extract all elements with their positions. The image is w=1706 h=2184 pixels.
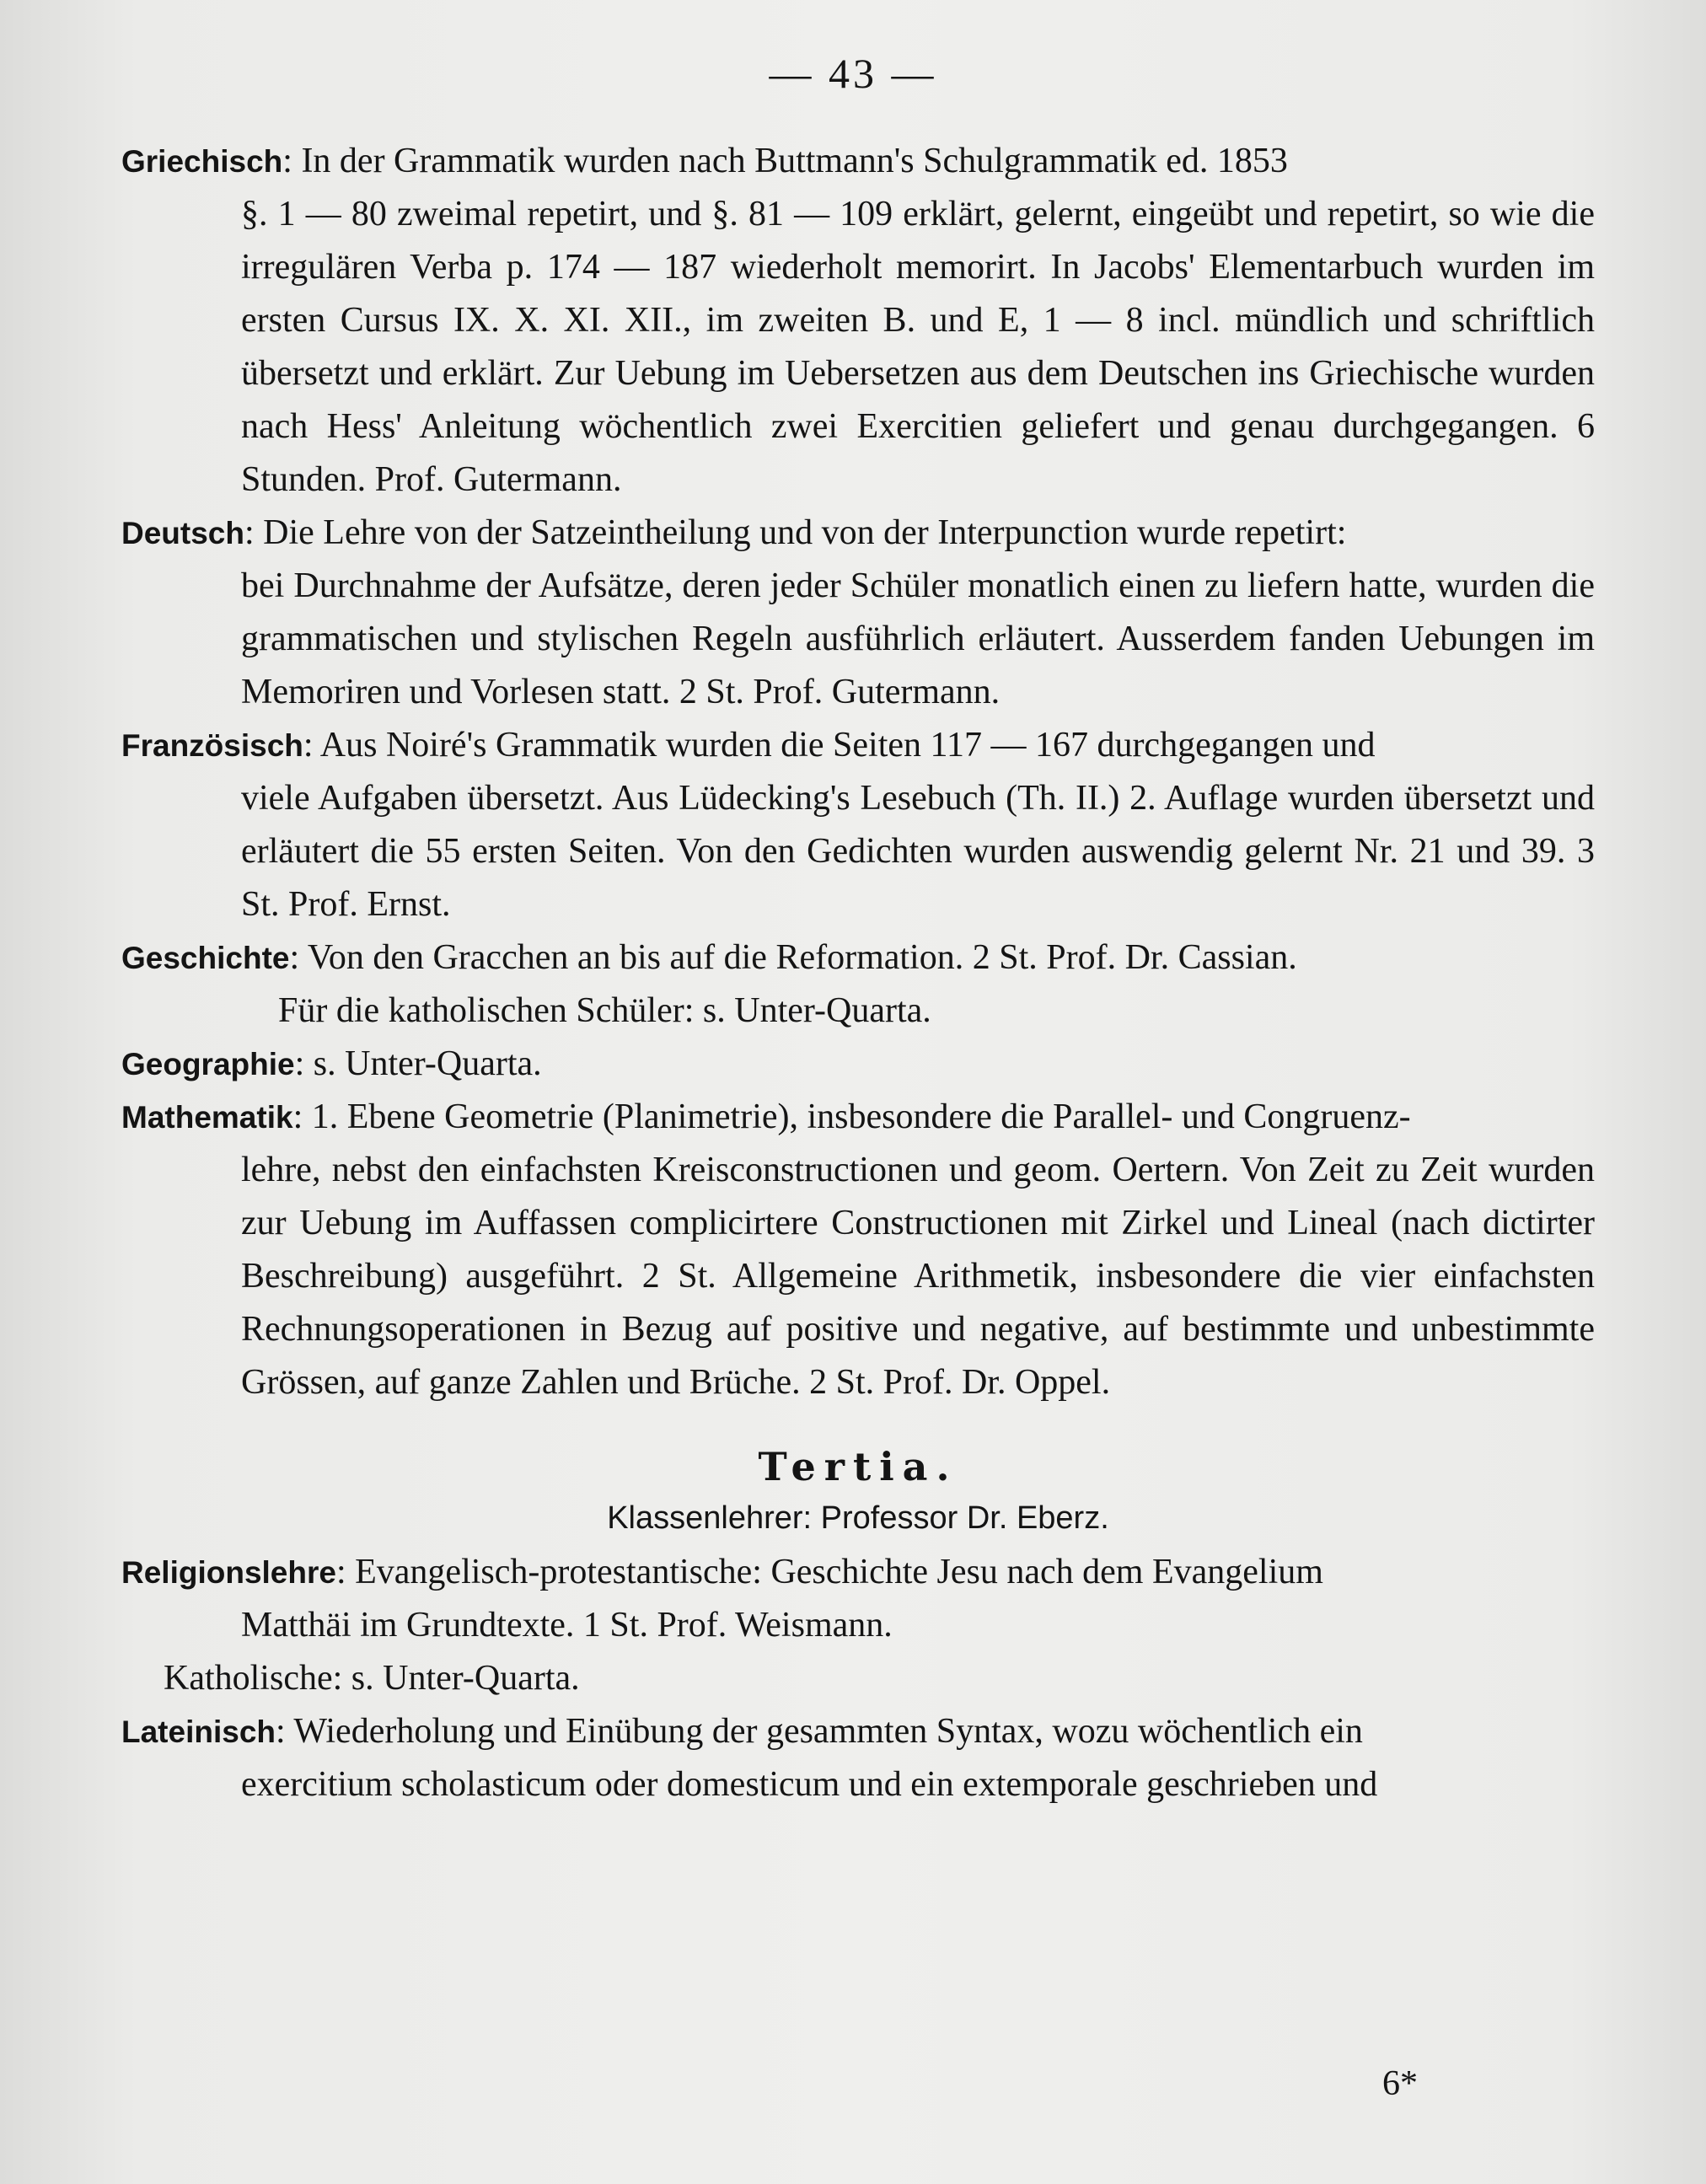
section-subtitle: Klassenlehrer: Professor Dr. Eberz. xyxy=(607,1500,1109,1536)
entry-franzoesisch: Französisch: Aus Noiré's Grammatik wurden die Seiten 117 — 167 durchgegangen und viele Aufgaben übersetzt. Aus Lüdecking's Lesebuch (Th. II.) 2. Auflage wurden übersetzt und erläutert die 55 ersten Seiten. Von den Gedichten wurden auswendig gelernt Nr. 21 und 39. 3 St. Prof. Ernst. xyxy=(121,719,1595,931)
entry-text: Wiederholung und Einübung der gesammten Syntax, wozu wöchentlich ein xyxy=(293,1712,1363,1751)
entry-text: Von den Gracchen an bis auf die Reformation. 2 St. Prof. Dr. Cassian. xyxy=(307,938,1297,977)
entry-subnote: Katholische: s. Unter-Quarta. xyxy=(164,1659,580,1698)
page-number: — 43 — xyxy=(769,50,937,97)
subject-label: Mathematik xyxy=(121,1100,293,1135)
subject-label: Geschichte xyxy=(121,941,290,975)
entry-text-continued: exercitium scholasticum oder domesticum und ein extemporale geschrieben und xyxy=(241,1765,1378,1804)
entry-religionslehre: Religionslehre: Evangelisch-protestantische: Geschichte Jesu nach dem Evangelium Matthäi im Grundtexte. 1 St. Prof. Weismann. Katholische: s. Unter-Quarta. xyxy=(121,1546,1595,1705)
entry-text-continued: Matthäi im Grundtexte. 1 St. Prof. Weismann. xyxy=(241,1606,893,1645)
entry-text: In der Grammatik wurden nach Buttmann's Schulgrammatik ed. 1853 xyxy=(301,142,1288,180)
entry-text-continued: bei Durchnahme der Aufsätze, deren jeder Schüler monatlich einen zu liefern hatte, wurden die grammatischen und stylischen Regeln ausführlich erläutert. Ausserdem fanden Uebungen im Memoriren und Vorlesen statt. 2 St. Prof. Gutermann. xyxy=(241,566,1595,711)
entry-text: s. Unter-Quarta. xyxy=(313,1044,542,1083)
subject-label: Griechisch xyxy=(121,144,283,179)
page-content xyxy=(121,135,1595,1811)
entry-griechisch: Griechisch: In der Grammatik wurden nach Buttmann's Schulgrammatik ed. 1853 §. 1 — 80 zweimal repetirt, und §. 81 — 109 erklärt, gelernt, eingeübt und repetirt, so wie die irregulären Verba p. 174 — 187 wiederholt memorirt. In Jacobs' Elementarbuch wurden im ersten Cursus IX. X. XI. XII., im zweiten B. und E, 1 — 8 incl. mündlich und schriftlich übersetzt und erklärt. Zur Uebung im Uebersetzen aus dem Deutschen ins Griechische wurden nach Hess' Anleitung wöchentlich zwei Exercitien geliefert und genau durchgegangen. 6 Stunden. Prof. Gutermann. xyxy=(121,135,1595,507)
entry-lateinisch: Lateinisch: Wiederholung und Einübung der gesammten Syntax, wozu wöchentlich ein exercitium scholasticum oder domesticum und ein extemporale geschrieben und xyxy=(121,1705,1595,1811)
entry-geographie: Geographie: s. Unter-Quarta. xyxy=(121,1044,542,1083)
entry-text-continued: viele Aufgaben übersetzt. Aus Lüdecking's Lesebuch (Th. II.) 2. Auflage wurden übersetzt und erläutert die 55 ersten Seiten. Von den Gedichten wurden auswendig gelernt Nr. 21 und 39. 3 St. Prof. Ernst. xyxy=(241,779,1595,924)
entry-text-continued: lehre, nebst den einfachsten Kreisconstructionen und geom. Oertern. Von Zeit zu Zeit wurden zur Uebung im Auffassen complicirtere Constructionen mit Zirkel und Lineal (nach dictirter Beschreibung) ausgeführt. 2 St. Allgemeine Arithmetik, insbesondere die vier einfachsten Rechnungsoperationen in Bezug auf positive und negative, auf bestimmte und unbestimmte Grössen, auf ganze Zahlen und Brüche. 2 St. Prof. Dr. Oppel. xyxy=(241,1151,1595,1402)
entry-text-continued: §. 1 — 80 zweimal repetirt, und §. 81 — 109 erklärt, gelernt, eingeübt und repetirt, so wie die irregulären Verba p. 174 — 187 wiederholt memorirt. In Jacobs' Elementarbuch wurden im ersten Cursus IX. X. XI. XII., im zweiten B. und E, 1 — 8 incl. mündlich und schriftlich übersetzt und erklärt. Zur Uebung im Uebersetzen aus dem Deutschen ins Griechische wurden nach Hess' Anleitung wöchentlich zwei Exercitien geliefert und genau durchgegangen. 6 Stunden. Prof. Gutermann. xyxy=(241,195,1595,499)
entry-subnote: Für die katholischen Schüler: s. Unter-Quarta. xyxy=(278,991,931,1030)
subject-label: Französisch xyxy=(121,728,303,763)
entry-deutsch: Deutsch: Die Lehre von der Satzeintheilung und von der Interpunction wurde repetirt: bei Durchnahme der Aufsätze, deren jeder Schüler monatlich einen zu liefern hatte, wurden die grammatischen und stylischen Regeln ausführlich erläutert. Ausserdem fanden Uebungen im Memoriren und Vorlesen statt. 2 St. Prof. Gutermann. xyxy=(121,507,1595,719)
entry-geschichte: Geschichte: Von den Gracchen an bis auf die Reformation. 2 St. Prof. Dr. Cassian. Für die katholischen Schüler: s. Unter-Quarta. xyxy=(121,931,1595,1038)
entry-text: Evangelisch-protestantische: Geschichte Jesu nach dem Evangelium xyxy=(355,1553,1323,1591)
entry-text: Die Lehre von der Satzeintheilung und von der Interpunction wurde repetirt: xyxy=(263,513,1347,552)
subject-label: Geographie xyxy=(121,1047,295,1081)
entry-mathematik: Mathematik: 1. Ebene Geometrie (Planimetrie), insbesondere die Parallel- und Congruenz- lehre, nebst den einfachsten Kreisconstructionen und geom. Oertern. Von Zeit zu Zeit wurden zur Uebung im Auffassen complicirtere Constructionen mit Zirkel und Lineal (nach dictirter Beschreibung) ausgeführt. 2 St. Allgemeine Arithmetik, insbesondere die vier einfachsten Rechnungsoperationen in Bezug auf positive und negative, auf bestimmte und unbestimmte Grössen, auf ganze Zahlen und Brüche. 2 St. Prof. Dr. Oppel. xyxy=(121,1091,1595,1409)
entry-text: 1. Ebene Geometrie (Planimetrie), insbesondere die Parallel- und Congruenz- xyxy=(311,1097,1411,1136)
subject-label: Religionslehre xyxy=(121,1555,336,1590)
signature-mark: 6* xyxy=(1382,2064,1418,2103)
subject-label: Lateinisch xyxy=(121,1714,276,1749)
entry-text: Aus Noiré's Grammatik wurden die Seiten 117 — 167 durchgegangen und xyxy=(319,726,1376,765)
subject-label: Deutsch xyxy=(121,516,244,550)
section-title: Tertia. xyxy=(758,1444,958,1489)
